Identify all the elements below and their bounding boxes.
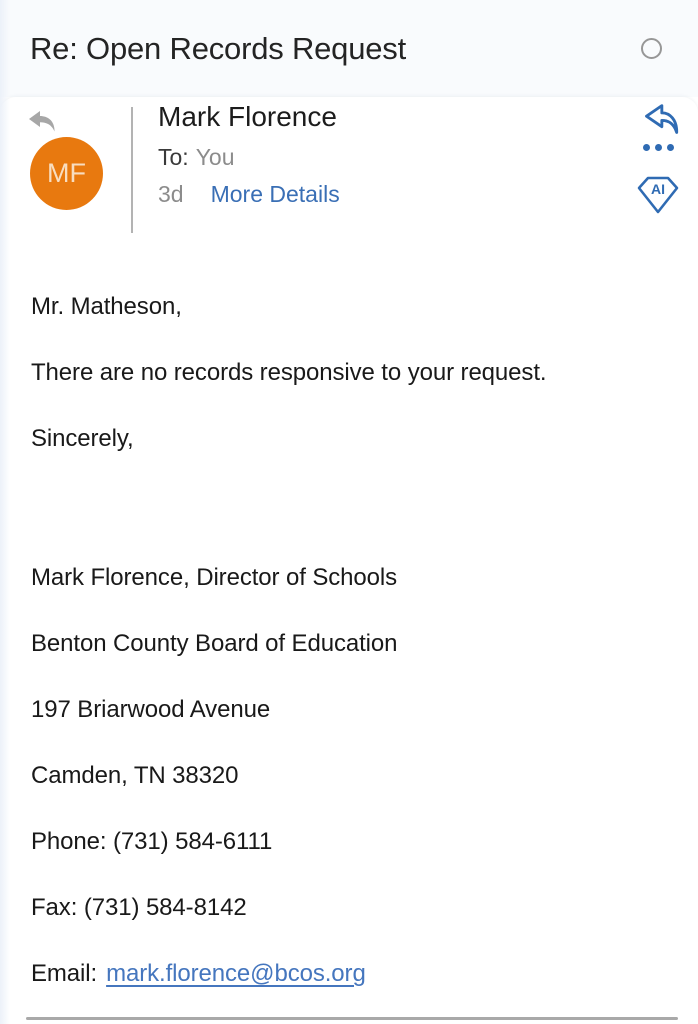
bottom-divider xyxy=(26,1017,678,1020)
email-date: 3d xyxy=(158,181,184,207)
email-line xyxy=(31,958,668,990)
recipient-line[interactable] xyxy=(158,144,340,171)
ai-icon-label: AI xyxy=(651,181,665,197)
to-value: You xyxy=(195,144,235,170)
more-details-link[interactable]: More Details xyxy=(210,181,340,207)
signature-line: Camden, TN 38320 xyxy=(31,762,239,789)
signature-line: Benton County Board of Education xyxy=(31,630,398,657)
replied-indicator-icon xyxy=(26,109,58,135)
sender-initials: MF xyxy=(47,158,86,188)
to-label: To: xyxy=(158,144,189,170)
subject-bar xyxy=(0,0,698,97)
email-card xyxy=(0,97,698,1024)
phone-line: Phone: (731) 584-6111 xyxy=(31,828,273,855)
meta-line xyxy=(158,181,340,208)
header-actions xyxy=(634,101,682,218)
sender-avatar[interactable] xyxy=(30,137,103,210)
signature-line: 197 Briarwood Avenue xyxy=(31,696,271,723)
email-body xyxy=(0,247,698,990)
body-closing: Sincerely, xyxy=(31,425,134,452)
email-address-link[interactable]: mark.florence@bcos.org xyxy=(106,960,366,987)
fax-line: Fax: (731) 584-8142 xyxy=(31,894,247,921)
sender-name[interactable]: Mark Florence xyxy=(158,101,337,132)
email-label: Email: xyxy=(31,960,98,987)
email-subject: Re: Open Records Request xyxy=(30,30,407,66)
sender-info xyxy=(158,101,340,208)
ai-assistant-icon[interactable] xyxy=(634,170,682,218)
header-divider xyxy=(131,107,133,233)
more-options-icon[interactable] xyxy=(643,144,674,151)
unread-circle-icon[interactable] xyxy=(641,38,662,59)
signature-line: Mark Florence, Director of Schools xyxy=(31,564,398,591)
body-message: There are no records responsive to your request. xyxy=(31,359,547,386)
body-greeting: Mr. Matheson, xyxy=(31,293,182,320)
reply-icon[interactable] xyxy=(635,101,681,139)
body-blank-line xyxy=(31,489,668,521)
email-header xyxy=(0,97,698,247)
